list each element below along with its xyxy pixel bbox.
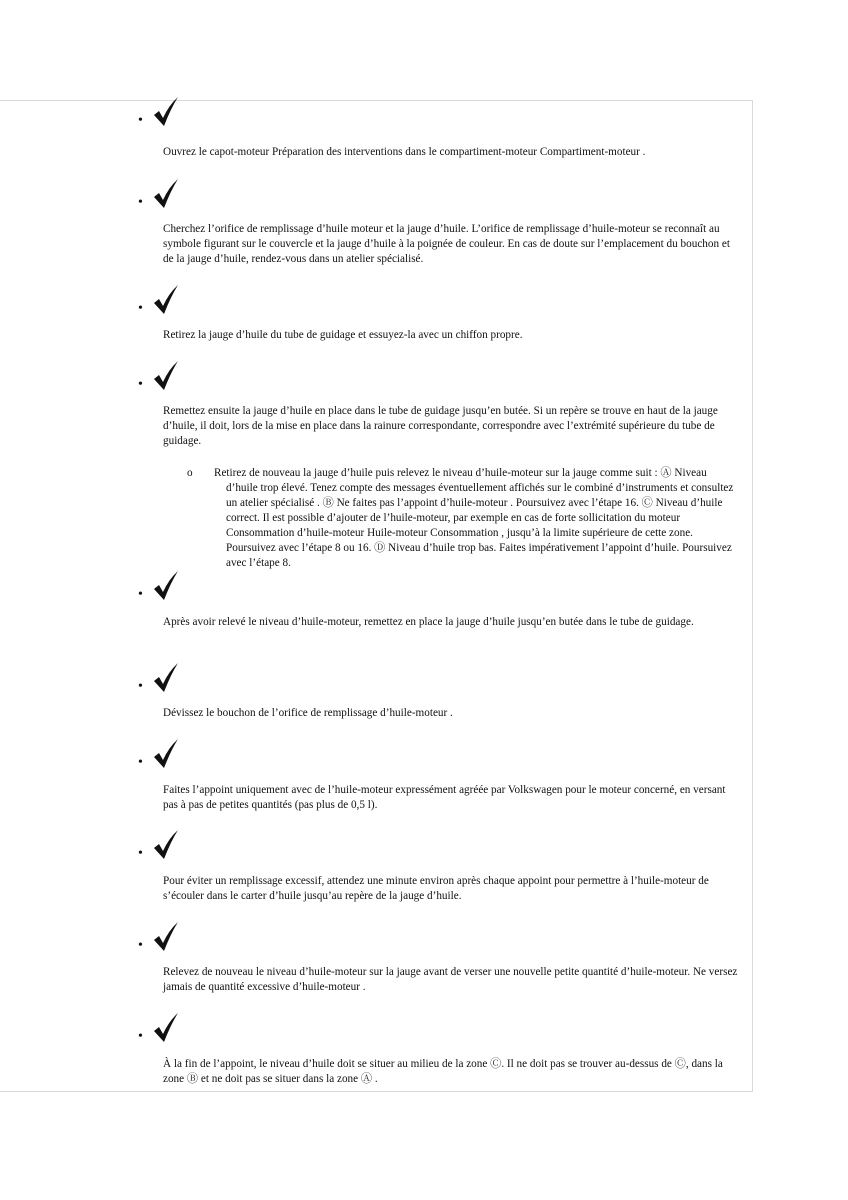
step-text: Retirez la jauge d’huile du tube de guidage et essuyez-la avec un chiffon propre. xyxy=(163,329,523,341)
step-text: Cherchez l’orifice de remplissage d’huile moteur et la jauge d’huile. L’orifice de remplissage d’huile-moteur se reconnaît au symbole figurant sur le couvercle et la jauge d’huile à la poignée de couleur. En cas de doute sur l’emplacement du bouchon et de la jauge d’huile, rendez-vous dans un atelier spécialisé. xyxy=(163,223,730,265)
step-text: À la fin de l’appoint, le niveau d’huile doit se situer au milieu de la zone Ⓒ. Il ne doit pas se trouver au-dessus de Ⓒ, dans la zone Ⓑ et ne doit pas se situer dans la zone Ⓐ . xyxy=(163,1058,723,1085)
step-text: Relevez de nouveau le niveau d’huile-moteur sur la jauge avant de verser une nouvelle petite quantité d’huile-moteur. Ne versez jamais de quantité excessive d’huile-moteur . xyxy=(163,966,738,993)
sub-list-item xyxy=(187,466,735,571)
checkmark-icon xyxy=(152,738,180,770)
checkmark-icon xyxy=(152,662,180,694)
bullet-dot: • xyxy=(138,301,143,316)
checkmark-icon xyxy=(152,1012,180,1044)
bullet-dot: • xyxy=(138,1029,143,1044)
step-text: Dévissez le bouchon de l’orifice de remplissage d’huile-moteur . xyxy=(163,707,453,719)
checkmark-icon xyxy=(152,829,180,861)
bullet-dot: • xyxy=(138,195,143,210)
bullet-dot: • xyxy=(138,755,143,770)
step-text: Après avoir relevé le niveau d’huile-moteur, remettez en place la jauge d’huile jusqu’en butée dans le tube de guidage. xyxy=(163,616,694,628)
bullet-dot: • xyxy=(138,938,143,953)
bullet-dot: • xyxy=(138,377,143,392)
circle-bullet: o xyxy=(187,467,193,479)
checkmark-icon xyxy=(152,178,180,210)
bullet-dot: • xyxy=(138,113,143,128)
step-text: Remettez ensuite la jauge d’huile en place dans le tube de guidage jusqu’en butée. Si un repère se trouve en haut de la jauge d’huile, il doit, lors de la mise en place dans la rainure correspondante, correspondre avec l’extrémité supérieure du tube de guidage. xyxy=(163,405,718,447)
step-text: Ouvrez le capot-moteur Préparation des interventions dans le compartiment-moteur Compartiment-moteur . xyxy=(163,146,646,158)
checkmark-icon xyxy=(152,360,180,392)
checkmark-icon xyxy=(152,921,180,953)
checkmark-icon xyxy=(152,570,180,602)
step-text: Pour éviter un remplissage excessif, attendez une minute environ après chaque appoint pour permettre à l’huile-moteur de s’écouler dans le carter d’huile jusqu’au repère de la jauge d’huile. xyxy=(163,875,709,902)
checkmark-icon xyxy=(152,96,180,128)
sub-item-text: Retirez de nouveau la jauge d’huile puis relevez le niveau d’huile-moteur sur la jauge comme suit : Ⓐ Niveau d’huile trop élevé. Tenez compte des messages éventuellement affichés sur le combiné d’instruments et consultez un atelier spécialisé . Ⓑ Ne faites pas l’appoint d’huile-moteur . Poursuivez avec l’étape 16. Ⓒ Niveau d’huile correct. Il est possible d’ajouter de l’huile-moteur, par exemple en cas de forte sollicitation du moteur Consommation d’huile-moteur Huile-moteur Consommation , jusqu’à la limite supérieure de cette zone. Poursuivez avec l’étape 8 ou 16. Ⓓ Niveau d’huile trop bas. Faites impérativement l’appoint d’huile. Poursuivez avec l’étape 8. xyxy=(214,467,734,569)
bullet-dot: • xyxy=(138,846,143,861)
bullet-dot: • xyxy=(138,587,143,602)
checkmark-icon xyxy=(152,284,180,316)
step-text: Faites l’appoint uniquement avec de l’huile-moteur expressément agréée par Volkswagen pour le moteur concerné, en versant pas à pas de petites quantités (pas plus de 0,5 l). xyxy=(163,784,726,811)
bullet-dot: • xyxy=(138,679,143,694)
